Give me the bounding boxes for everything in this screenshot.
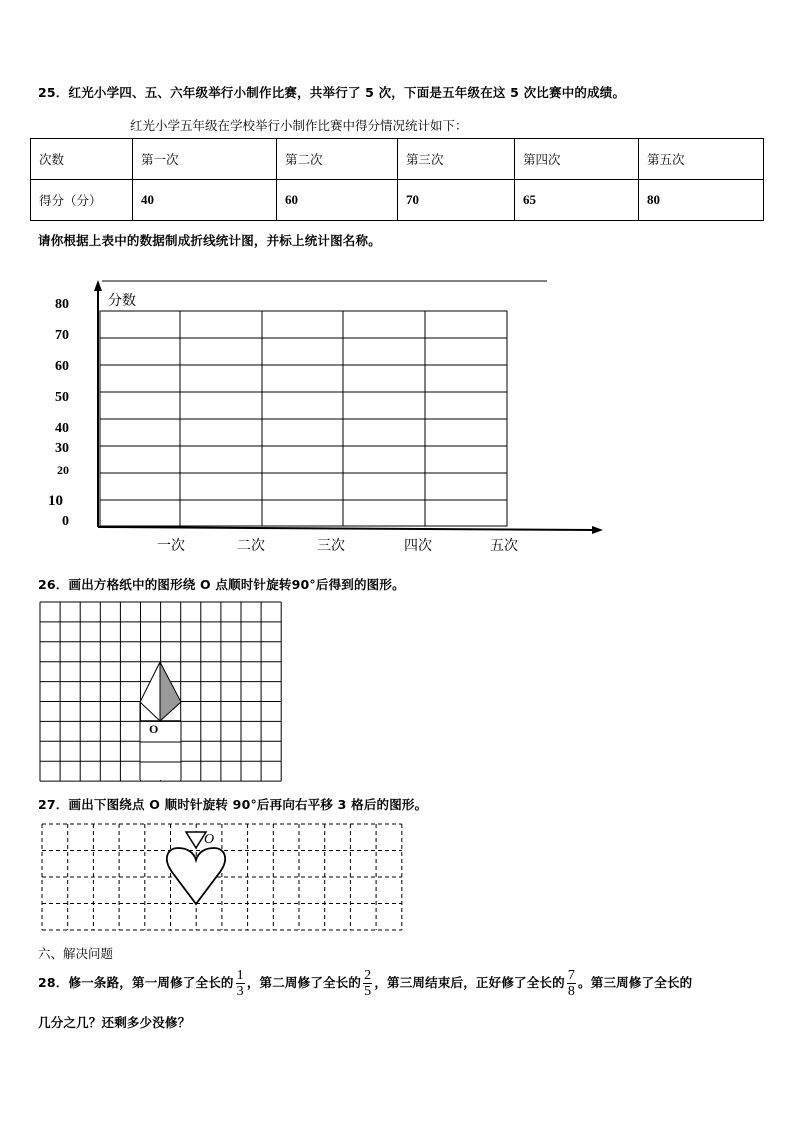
q28-line1	[38, 963, 692, 1003]
table-header-cell: 第三次	[398, 139, 515, 180]
q28-text-part: ，第二周修了全长的	[246, 975, 362, 990]
table-header-cell: 次数	[31, 139, 133, 180]
table-header-cell: 第五次	[639, 139, 764, 180]
fraction-denominator: 3	[236, 984, 244, 999]
q25-text: 25．红光小学四、五、六年级举行小制作比赛，共举行了 5 次，下面是五年级在这 5 次比赛中的成绩。	[38, 85, 626, 100]
q28-text-part: 28．修一条路，第一周修了全长的	[38, 975, 234, 990]
q28-fraction	[236, 968, 245, 999]
table-caption: 红光小学五年级在学校举行小制作比赛中得分情况统计如下：	[130, 118, 468, 133]
fraction-denominator: 8	[567, 984, 576, 999]
table-cell: 80	[639, 180, 764, 221]
x-tick-label: 一次	[157, 538, 185, 554]
x-tick-label: 三次	[317, 538, 345, 554]
fraction-denominator: 5	[364, 984, 372, 999]
fraction-numerator: 7	[567, 968, 576, 983]
y-axis-title: 分数	[108, 293, 136, 309]
table-cell: 60	[277, 180, 398, 221]
fraction-numerator: 1	[236, 968, 244, 983]
y-tick-label: 10	[48, 493, 63, 509]
q27-small-triangle	[186, 832, 206, 848]
y-tick-label: 80	[55, 297, 69, 312]
table-cell: 65	[515, 180, 639, 221]
section-heading: 六、解决问题	[38, 946, 114, 961]
q28-line2: 几分之几？还剩多少没修？	[38, 1015, 191, 1030]
y-tick-label: 40	[55, 421, 69, 436]
table-cell: 70	[398, 180, 515, 221]
x-tick-label: 五次	[490, 538, 518, 554]
y-tick-label: 70	[55, 328, 69, 343]
q27-dashed-grid	[42, 824, 402, 930]
q27-point-o-label: O	[204, 832, 215, 847]
table-cell: 40	[133, 180, 277, 221]
q28-text-part: 。第三周修了全长的	[578, 975, 693, 990]
table-header-cell: 第四次	[515, 139, 639, 180]
x-tick-label: 二次	[237, 538, 265, 554]
q25-instruction: 请你根据上表中的数据制成折线统计图，并标上统计图名称。	[38, 233, 381, 248]
y-tick-label: 0	[62, 514, 69, 529]
x-tick-label: 四次	[404, 538, 432, 554]
y-tick-label: 60	[55, 359, 69, 374]
q27-text: 27．画出下图绕点 O 顺时针旋转 90°后再向右平移 3 格后的图形。	[38, 797, 428, 812]
y-tick-label: 50	[55, 390, 69, 405]
q27-heart-shape	[167, 848, 225, 904]
y-tick-label: 30	[55, 441, 69, 456]
y-tick-label: 20	[57, 463, 69, 477]
q26-point-o-label: O	[149, 722, 159, 736]
table-header-cell: 第一次	[133, 139, 277, 180]
fraction-numerator: 2	[364, 968, 372, 983]
q28-fraction	[567, 968, 576, 999]
q26-text: 26．画出方格纸中的图形绕 O 点顺时针旋转90°后得到的图形。	[38, 577, 405, 592]
q28-text-part: ，第三周结束后，正好修了全长的	[374, 975, 565, 990]
q28-fraction	[363, 968, 372, 999]
table-row-label: 得分（分）	[31, 180, 133, 221]
table-header-cell: 第二次	[277, 139, 398, 180]
